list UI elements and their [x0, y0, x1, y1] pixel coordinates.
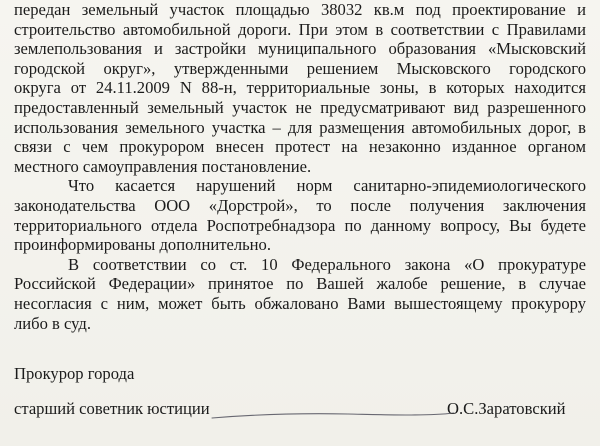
text-line: проинформированы дополнительно.	[14, 235, 271, 255]
text-line: территориального отдела Роспотребнадзора по данному вопросу, Вы будете	[14, 215, 586, 235]
text-line: землепользования и застройки муниципального образования «Мысковский	[14, 39, 586, 59]
paragraph-land-plot	[14, 0, 586, 176]
signer-name: О.С.Заратовский	[447, 399, 566, 418]
text-line: связи с чем прокурором внесен протест на незаконно изданное органом	[14, 137, 586, 157]
text-line: В соответствии со ст. 10 Федерального закона «О прокуратуре	[68, 254, 586, 274]
signer-rank: старший советник юстиции	[14, 399, 210, 418]
text-line: передан земельный участок площадью 38032 кв.м под проектирование и	[14, 0, 586, 19]
paragraph-appeal	[14, 255, 586, 333]
text-line: округа от 24.11.2009 N 88-н, территориальные зоны, в которых находится	[14, 78, 586, 98]
text-line: использования земельного участка – для размещения автомобильных дорог, в	[14, 117, 586, 137]
text-line: законодательства ООО «Дорстрой», то после получения заключения	[14, 195, 586, 215]
text-line: предоставленный земельный участок не предусматривают вид разрешенного	[14, 97, 586, 117]
text-line: Что касается нарушений норм санитарно-эпидемиологического	[68, 176, 586, 196]
text-line: городской округ», утвержденными решением Мысковского городского	[14, 58, 586, 78]
signer-position: Прокурор города	[14, 364, 135, 383]
paragraph-sanitary	[14, 176, 586, 254]
letter-body	[14, 0, 586, 333]
text-line: Российской Федерации» принятое по Вашей жалобе решение, в случае	[14, 274, 586, 294]
text-line: либо в суд.	[14, 313, 92, 333]
handwritten-signature	[208, 404, 458, 422]
text-line: несогласия с ним, может быть обжаловано Вами вышестоящему прокурору	[14, 293, 586, 313]
text-line: местного самоуправления постановление.	[14, 156, 312, 176]
text-line: строительство автомобильной дороги. При этом в соответствии с Правилами	[14, 19, 586, 39]
